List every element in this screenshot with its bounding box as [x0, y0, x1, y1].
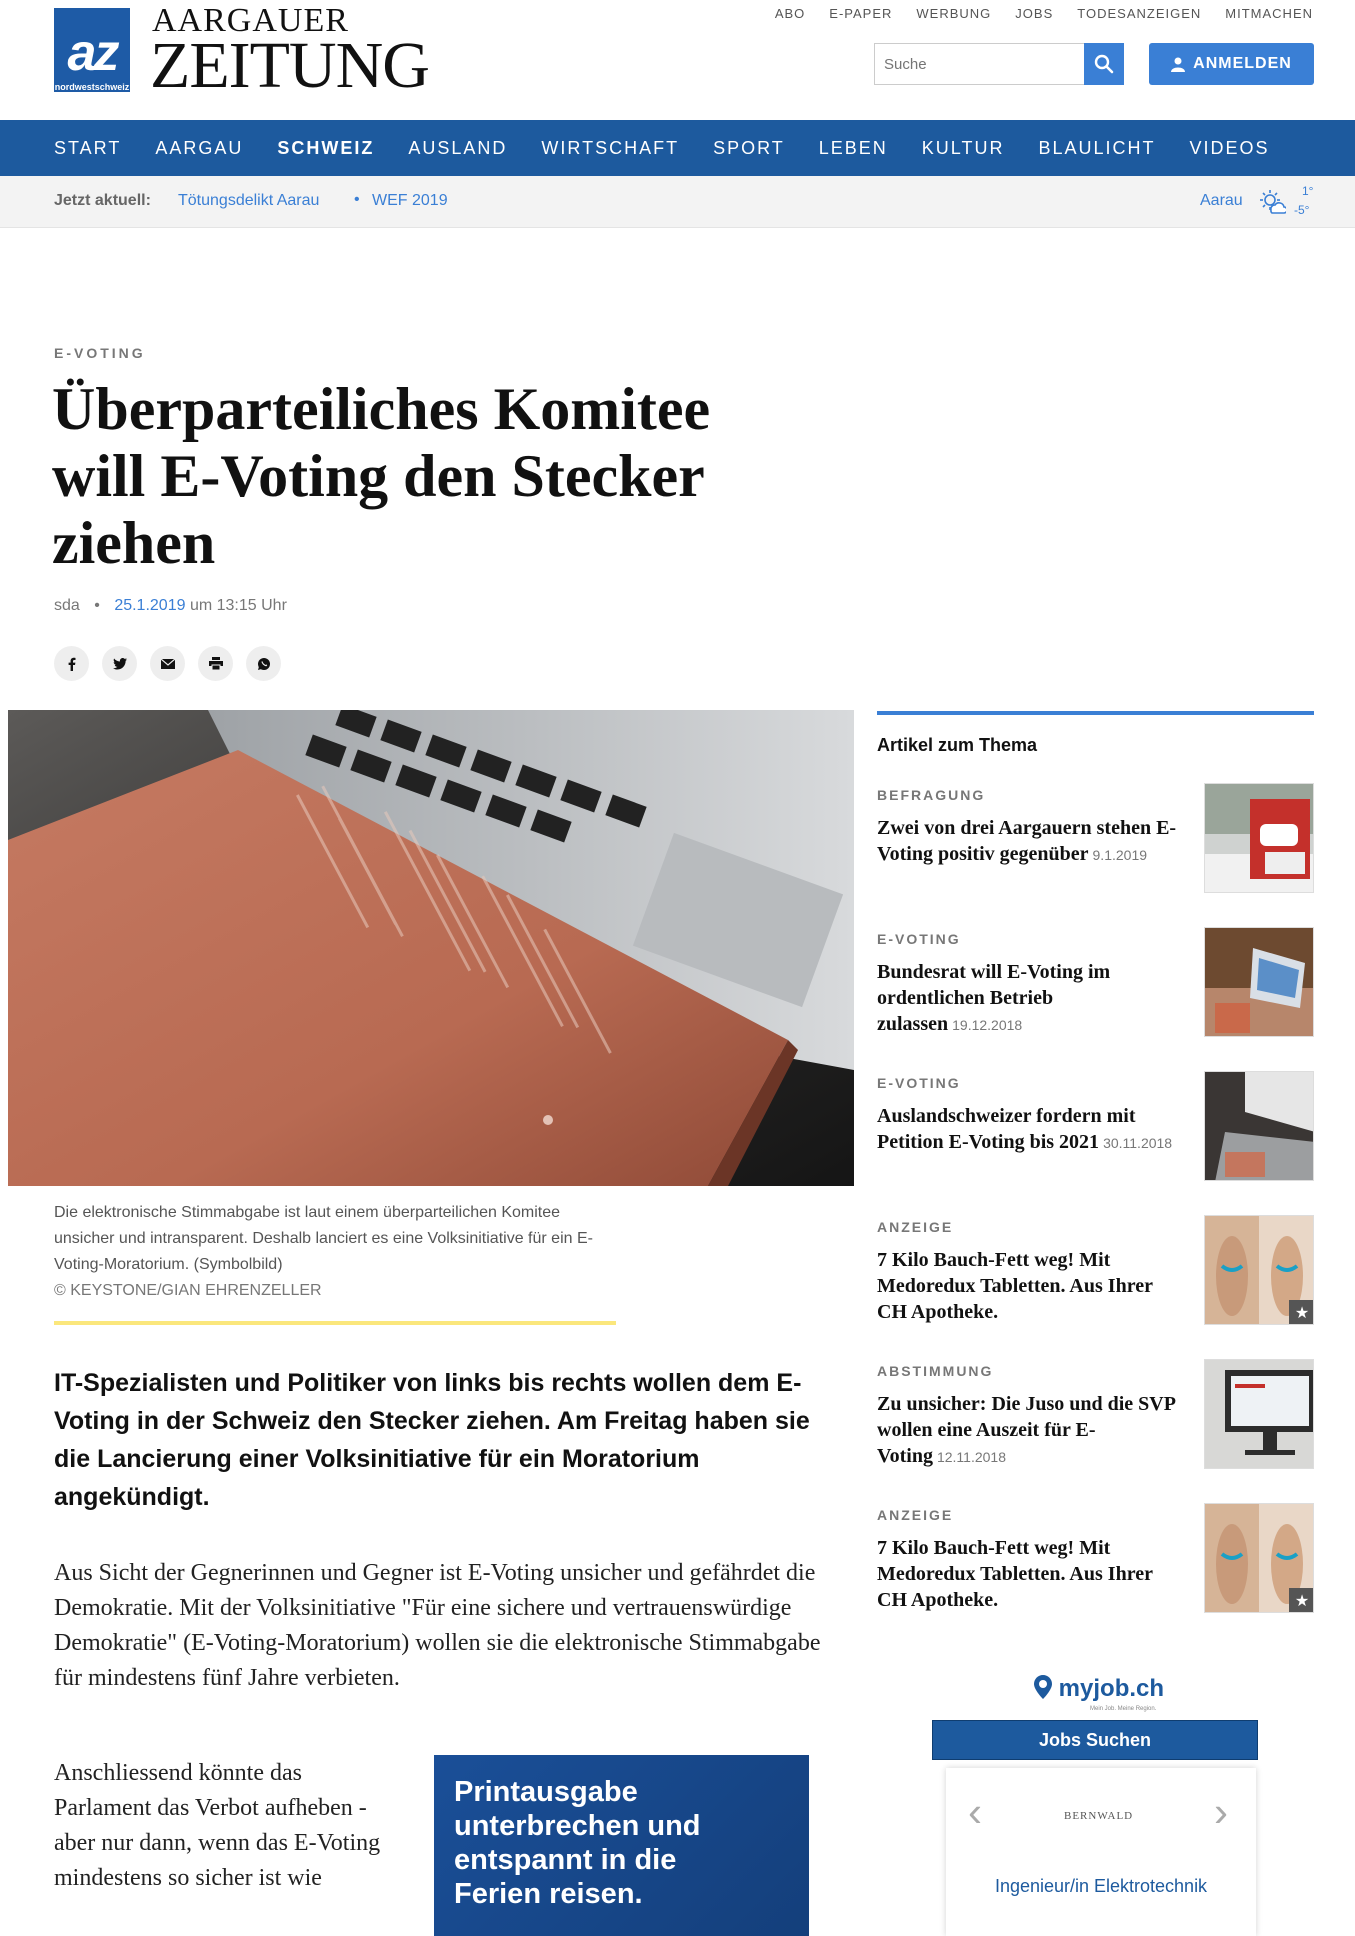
nav-item-kultur[interactable]: KULTUR	[921, 137, 1005, 158]
article-date[interactable]: 25.1.2019	[114, 597, 186, 614]
divider	[54, 1321, 616, 1325]
login-button[interactable]	[1149, 43, 1314, 85]
share-bar	[54, 646, 281, 681]
article-author: sda	[54, 597, 80, 614]
trending-link-toetungsdelikt[interactable]: Tötungsdelikt Aarau	[178, 192, 320, 209]
related-title[interactable]	[877, 1103, 1187, 1156]
trending-link-wef[interactable]: WEF 2019	[372, 192, 448, 209]
search-button[interactable]	[1084, 43, 1124, 85]
related-date: 19.12.2018	[952, 1017, 1023, 1033]
top-links	[775, 6, 1313, 21]
advertisement[interactable]	[877, 1219, 1314, 1339]
sidebar-rule	[877, 711, 1314, 715]
chevron-left-icon[interactable]: ‹	[968, 1788, 982, 1835]
related-title-text: Zwei von drei Aargauern stehen E-Voting positiv gegenüber	[877, 817, 1177, 865]
article-kicker: E-VOTING	[54, 345, 146, 361]
related-kicker: E-VOTING	[877, 931, 961, 947]
related-kicker: BEFRAGUNG	[877, 787, 986, 803]
image-credit: © KEYSTONE/GIAN EHRENZELLER	[54, 1282, 322, 1299]
meta-separator: •	[94, 597, 100, 614]
trending-separator: •	[354, 191, 360, 208]
myjob-logo-text: myjob.ch	[1058, 1675, 1165, 1702]
nav-item-start[interactable]: START	[54, 137, 122, 158]
thumbnail-graphic	[1205, 784, 1314, 893]
nav-item-leben[interactable]: LEBEN	[818, 137, 888, 158]
article-image[interactable]	[8, 710, 854, 1186]
whatsapp-icon[interactable]	[246, 646, 281, 681]
top-link-abo[interactable]: ABO	[774, 6, 806, 21]
article-image-graphic	[8, 710, 854, 1186]
svg-text:★: ★	[1294, 1591, 1310, 1610]
promo-line: entspannt in die	[454, 1844, 677, 1876]
logo-sub: nordwestschweiz	[54, 82, 130, 92]
ad-thumbnail[interactable]	[1204, 1503, 1314, 1613]
weather-city[interactable]: Aarau	[1200, 192, 1243, 209]
thumbnail-graphic	[1205, 1216, 1314, 1325]
thumbnail-graphic	[1205, 928, 1314, 1037]
nav-item-wirtschaft[interactable]: WIRTSCHAFT	[541, 137, 680, 158]
ad-title[interactable]: 7 Kilo Bauch-Fett weg! Mit Medoredux Tabletten. Aus Ihrer CH Apotheke.	[877, 1249, 1153, 1323]
ad-thumbnail[interactable]	[1204, 1215, 1314, 1325]
related-title-text: Auslandschweizer fordern mit Petition E-Voting bis 2021	[877, 1105, 1136, 1153]
job-title[interactable]: Ingenieur/in Elektrotechnik	[994, 1876, 1208, 1896]
partly-cloudy-icon	[1258, 188, 1286, 216]
logo[interactable]	[54, 8, 130, 92]
login-label: ANMELDEN	[1193, 55, 1292, 72]
promo-line: Ferien reisen.	[454, 1878, 643, 1910]
top-link-jobs[interactable]: JOBS	[1015, 6, 1054, 21]
trending-label: Jetzt aktuell:	[54, 192, 151, 209]
advertisement[interactable]	[877, 1507, 1314, 1627]
logo-name-line1[interactable]: AARGAUER	[152, 2, 349, 39]
article-paragraph: Anschliessend könnte das Parlament das Verbot aufheben - aber nur dann, wenn das E-Voting mindestens so sicher ist wie	[54, 1760, 381, 1891]
job-company-logo: BERNWALD	[1064, 1810, 1134, 1822]
sidebar-title: Artikel zum Thema	[877, 735, 1038, 755]
related-thumbnail[interactable]	[1204, 1359, 1314, 1469]
weather-low: -5°	[1294, 203, 1310, 217]
location-pin-icon	[1034, 1675, 1052, 1699]
article-title: Überparteiliches Komitee will E-Voting den Stecker ziehen	[52, 376, 711, 576]
print-icon[interactable]	[198, 646, 233, 681]
related-article[interactable]	[877, 1363, 1314, 1483]
related-date: 12.11.2018	[936, 1449, 1006, 1465]
nav-item-videos[interactable]: VIDEOS	[1189, 137, 1270, 158]
related-article[interactable]	[877, 931, 1314, 1051]
promo-line: Printausgabe	[454, 1776, 638, 1808]
search-icon	[1094, 54, 1114, 74]
related-article[interactable]	[877, 787, 1314, 907]
print-pause-promo[interactable]	[434, 1755, 809, 1936]
article-paragraph: Aus Sicht der Gegnerinnen und Gegner ist E-Voting unsicher und gefährdet die Demokratie. Mit der Volksinitiative "Für eine sichere und vertrauenswürdige Demokratie" (E-Voting-Moratorium) wollen sie die elektronische Stimmabgabe für mindestens fünf Jahre verbieten.	[54, 1560, 821, 1691]
related-thumbnail[interactable]	[1204, 1071, 1314, 1181]
nav-item-ausland[interactable]: AUSLAND	[408, 137, 508, 158]
mail-icon[interactable]	[150, 646, 185, 681]
article-lead: IT-Spezialisten und Politiker von links bis rechts wollen dem E-Voting in der Schweiz den Stecker ziehen. Am Freitag haben sie die Lancierung einer Volksinitiative für ein Moratorium angekündigt.	[54, 1369, 810, 1511]
related-title[interactable]	[877, 959, 1187, 1038]
user-icon	[1171, 57, 1185, 72]
related-thumbnail[interactable]	[1204, 783, 1314, 893]
top-link-epaper[interactable]: E-PAPER	[829, 6, 893, 21]
image-caption: Die elektronische Stimmabgabe ist laut einem überparteilichen Komitee unsicher und intransparent. Deshalb lanciert es eine Volksinitiative für ein E-Voting-Moratorium. (Symbolbild)	[54, 1204, 593, 1273]
related-date: 9.1.2019	[1092, 847, 1148, 863]
related-article[interactable]	[877, 1075, 1314, 1195]
logo-name-line2[interactable]: ZEITUNG	[150, 29, 429, 102]
jobs-search-button[interactable]: Jobs Suchen	[932, 1720, 1258, 1760]
svg-text:★: ★	[1294, 1303, 1310, 1322]
twitter-icon[interactable]	[102, 646, 137, 681]
top-link-werbung[interactable]: WERBUNG	[916, 6, 992, 21]
thumbnail-graphic	[1205, 1072, 1314, 1181]
related-kicker: E-VOTING	[877, 1075, 961, 1091]
related-title-text: Zu unsicher: Die Juso und die SVP wollen eine Auszeit für E-Voting	[877, 1393, 1175, 1467]
myjob-logo[interactable]	[1034, 1675, 1164, 1703]
ad-label: ANZEIGE	[877, 1507, 954, 1523]
logo-mark: az	[67, 24, 117, 82]
nav-item-schweiz[interactable]: SCHWEIZ	[277, 137, 375, 158]
main-nav	[0, 120, 1355, 176]
nav-item-blaulicht[interactable]: BLAULICHT	[1038, 137, 1156, 158]
related-date: 30.11.2018	[1103, 1135, 1173, 1151]
ad-label: ANZEIGE	[877, 1219, 954, 1235]
related-title[interactable]	[877, 1391, 1187, 1470]
related-thumbnail[interactable]	[1204, 927, 1314, 1037]
search-input[interactable]	[874, 43, 1084, 85]
trending-bar	[0, 176, 1355, 228]
weather-high: 1°	[1302, 184, 1314, 198]
promo-line: unterbrechen und	[454, 1810, 701, 1842]
related-kicker: ABSTIMMUNG	[877, 1363, 994, 1379]
top-link-todesanzeigen[interactable]: TODESANZEIGEN	[1077, 6, 1202, 21]
article-time: um 13:15 Uhr	[189, 597, 287, 614]
ad-title[interactable]: 7 Kilo Bauch-Fett weg! Mit Medoredux Tabletten. Aus Ihrer CH Apotheke.	[877, 1537, 1153, 1611]
related-title[interactable]	[877, 815, 1187, 868]
thumbnail-graphic	[1205, 1504, 1314, 1613]
job-carousel	[946, 1768, 1256, 1936]
article-meta	[54, 597, 287, 615]
chevron-right-icon[interactable]: ›	[1214, 1788, 1228, 1835]
thumbnail-graphic	[1205, 1360, 1314, 1469]
nav-item-aargau[interactable]: AARGAU	[155, 137, 244, 158]
top-link-mitmachen[interactable]: MITMACHEN	[1225, 6, 1313, 21]
related-title-text: Bundesrat will E-Voting im ordentlichen Betrieb zulassen	[877, 961, 1111, 1035]
masthead	[0, 0, 1355, 120]
facebook-icon[interactable]	[54, 646, 89, 681]
nav-item-sport[interactable]: SPORT	[713, 137, 785, 158]
myjob-tagline: Mein Job. Meine Region.	[1090, 1706, 1157, 1712]
